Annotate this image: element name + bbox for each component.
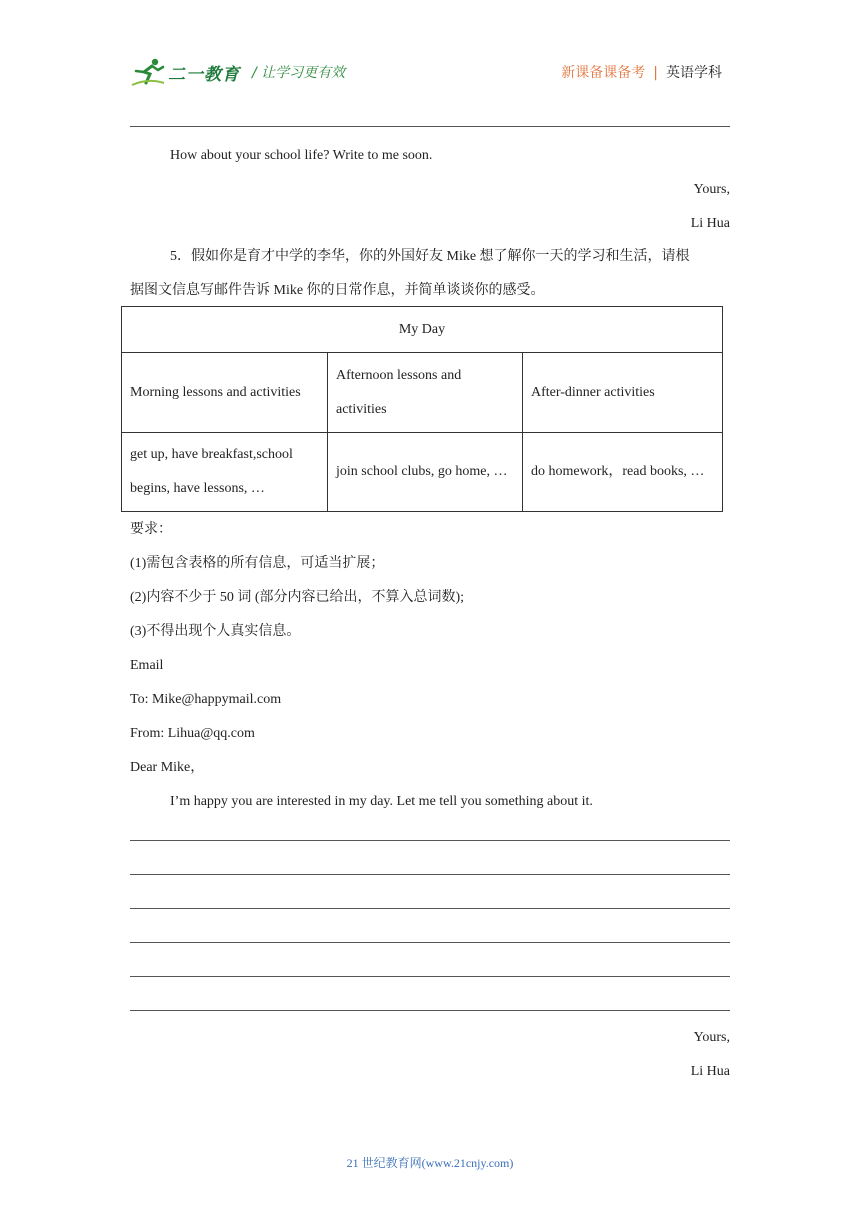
table-cell: do homework，read books, …	[523, 433, 723, 512]
runner-icon	[130, 56, 166, 88]
writing-line	[130, 840, 730, 841]
closing: Yours,	[693, 1030, 730, 1045]
requirement-item: (1)需包含表格的所有信息，可适当扩展；	[130, 556, 385, 571]
email-greeting: Dear Mike，	[130, 760, 205, 775]
signature: Li Hua	[690, 216, 730, 231]
table-cell: join school clubs, go home, …	[328, 433, 523, 512]
header-separator: |	[653, 65, 658, 81]
my-day-table	[121, 306, 723, 512]
writing-line	[130, 1010, 730, 1011]
email-to: To: Mike@happymail.com	[130, 692, 282, 707]
email-opening: I’m happy you are interested in my day. Let me tell you something about it.	[170, 794, 593, 809]
table-cell: get up, have breakfast,school begins, have lessons, …	[122, 433, 328, 512]
requirements-title: 要求：	[130, 522, 172, 537]
paragraph: How about your school life? Write to me soon.	[170, 148, 433, 163]
table-header-cell: Afternoon lessons and activities	[328, 353, 523, 433]
header-subject-label: 英语学科	[666, 65, 722, 81]
writing-line	[130, 126, 730, 127]
writing-line	[130, 976, 730, 977]
slogan: / 让学习更有效	[252, 65, 346, 81]
email-label: Email	[130, 658, 164, 673]
writing-line	[130, 908, 730, 909]
signature: Li Hua	[690, 1064, 730, 1079]
page-footer: 21 世纪教育网(www.21cnjy.com)	[346, 1156, 514, 1170]
table-title: My Day	[122, 307, 723, 353]
requirement-item: (3)不得出现个人真实信息。	[130, 624, 301, 639]
requirement-item: (2)内容不少于 50 词 (部分内容已给出，不算入总词数);	[130, 590, 465, 605]
question-text: 5．假如你是育才中学的李华，你的外国好友 Mike 想了解你一天的学习和生活，请根	[170, 249, 690, 264]
question-text: 据图文信息写邮件告诉 Mike 你的日常作息，并简单谈谈你的感受。	[130, 283, 545, 298]
email-from: From: Lihua@qq.com	[130, 726, 255, 741]
table-header-cell: After-dinner activities	[523, 353, 723, 433]
writing-line	[130, 942, 730, 943]
brand-logo	[130, 56, 240, 88]
page-header	[130, 56, 730, 92]
table-header-cell: Morning lessons and activities	[122, 353, 328, 433]
logo-text: 二一教育	[168, 64, 240, 85]
writing-line	[130, 874, 730, 875]
closing: Yours,	[693, 182, 730, 197]
header-subject	[561, 62, 722, 82]
header-course-label: 新课备课备考	[561, 65, 646, 81]
